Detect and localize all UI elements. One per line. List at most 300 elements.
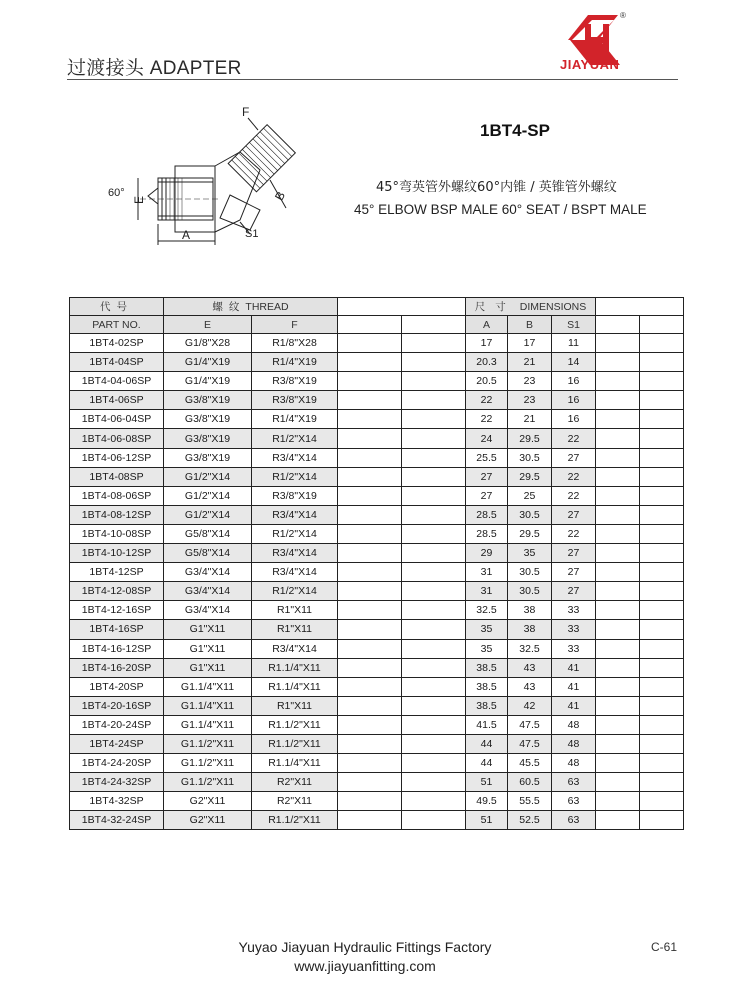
cell-b: 25 bbox=[508, 486, 552, 505]
cell-empty bbox=[596, 544, 640, 563]
cell-a: 51 bbox=[466, 773, 508, 792]
cell-b: 23 bbox=[508, 372, 552, 391]
table-row bbox=[70, 544, 684, 563]
table-row bbox=[70, 372, 684, 391]
header-f: F bbox=[252, 316, 338, 334]
cell-f: R1"X11 bbox=[252, 696, 338, 715]
cell-empty bbox=[338, 486, 402, 505]
cell-e: G1.1/4"X11 bbox=[164, 715, 252, 734]
cell-b: 43 bbox=[508, 658, 552, 677]
header-blank bbox=[338, 298, 466, 316]
cell-f: R3/8"X19 bbox=[252, 391, 338, 410]
cell-empty bbox=[338, 334, 402, 353]
cell-f: R3/4"X14 bbox=[252, 505, 338, 524]
cell-part-no: 1BT4-20-24SP bbox=[70, 715, 164, 734]
cell-empty bbox=[596, 773, 640, 792]
cell-s1: 16 bbox=[552, 410, 596, 429]
cell-empty bbox=[338, 448, 402, 467]
cell-part-no: 1BT4-08-12SP bbox=[70, 505, 164, 524]
cell-empty bbox=[402, 563, 466, 582]
cell-a: 51 bbox=[466, 811, 508, 830]
footer-company: Yuyao Jiayuan Hydraulic Fittings Factory bbox=[238, 939, 492, 955]
header-dimensions bbox=[466, 298, 596, 316]
cell-a: 28.5 bbox=[466, 505, 508, 524]
cell-a: 31 bbox=[466, 563, 508, 582]
cell-b: 29.5 bbox=[508, 429, 552, 448]
cell-f: R1.1/2"X11 bbox=[252, 734, 338, 753]
cell-empty bbox=[338, 696, 402, 715]
cell-empty bbox=[338, 391, 402, 410]
cell-empty bbox=[402, 353, 466, 372]
cell-a: 27 bbox=[466, 467, 508, 486]
table-row bbox=[70, 486, 684, 505]
cell-part-no: 1BT4-20-16SP bbox=[70, 696, 164, 715]
cell-empty bbox=[338, 353, 402, 372]
cell-empty bbox=[640, 658, 684, 677]
cell-s1: 48 bbox=[552, 715, 596, 734]
cell-b: 32.5 bbox=[508, 639, 552, 658]
cell-a: 27 bbox=[466, 486, 508, 505]
cell-f: R1.1/4"X11 bbox=[252, 677, 338, 696]
cell-part-no: 1BT4-16-20SP bbox=[70, 658, 164, 677]
cell-s1: 41 bbox=[552, 658, 596, 677]
cell-s1: 22 bbox=[552, 429, 596, 448]
cell-empty bbox=[640, 448, 684, 467]
cell-empty bbox=[596, 372, 640, 391]
cell-a: 41.5 bbox=[466, 715, 508, 734]
cell-empty bbox=[402, 486, 466, 505]
cell-f: R1/4"X19 bbox=[252, 410, 338, 429]
cell-e: G1/4"X19 bbox=[164, 372, 252, 391]
cell-part-no: 1BT4-16SP bbox=[70, 620, 164, 639]
cell-f: R1/2"X14 bbox=[252, 467, 338, 486]
fitting-drawing bbox=[100, 100, 330, 250]
cell-empty bbox=[402, 620, 466, 639]
cell-empty bbox=[640, 792, 684, 811]
header-empty-2 bbox=[402, 316, 466, 334]
cell-a: 49.5 bbox=[466, 792, 508, 811]
cell-empty bbox=[402, 792, 466, 811]
cell-empty bbox=[402, 467, 466, 486]
cell-empty bbox=[640, 486, 684, 505]
cell-empty bbox=[402, 410, 466, 429]
cell-e: G3/8"X19 bbox=[164, 448, 252, 467]
cell-part-no: 1BT4-32-24SP bbox=[70, 811, 164, 830]
cell-empty bbox=[338, 620, 402, 639]
header-thread-cn: 螺纹 bbox=[212, 301, 246, 313]
cell-b: 21 bbox=[508, 410, 552, 429]
cell-b: 23 bbox=[508, 391, 552, 410]
table-row bbox=[70, 620, 684, 639]
cell-e: G5/8"X14 bbox=[164, 524, 252, 543]
table-row bbox=[70, 429, 684, 448]
table-row bbox=[70, 467, 684, 486]
table-row bbox=[70, 811, 684, 830]
cell-empty bbox=[596, 467, 640, 486]
cell-empty bbox=[338, 467, 402, 486]
cell-s1: 27 bbox=[552, 563, 596, 582]
label-b: B bbox=[271, 189, 289, 203]
header-thread-en: THREAD bbox=[245, 301, 289, 313]
cell-empty bbox=[596, 448, 640, 467]
label-s1: S1 bbox=[245, 228, 259, 240]
cell-f: R3/8"X19 bbox=[252, 486, 338, 505]
cell-empty bbox=[338, 734, 402, 753]
cell-s1: 63 bbox=[552, 773, 596, 792]
cell-empty bbox=[596, 811, 640, 830]
cell-b: 30.5 bbox=[508, 505, 552, 524]
cell-empty bbox=[338, 601, 402, 620]
cell-empty bbox=[640, 505, 684, 524]
cell-empty bbox=[338, 372, 402, 391]
cell-empty bbox=[596, 734, 640, 753]
cell-empty bbox=[596, 334, 640, 353]
cell-s1: 16 bbox=[552, 372, 596, 391]
cell-b: 29.5 bbox=[508, 467, 552, 486]
cell-empty bbox=[338, 544, 402, 563]
header-b: B bbox=[508, 316, 552, 334]
cell-e: G1.1/2"X11 bbox=[164, 754, 252, 773]
cell-b: 55.5 bbox=[508, 792, 552, 811]
cell-empty bbox=[402, 773, 466, 792]
cell-a: 35 bbox=[466, 639, 508, 658]
cell-f: R1/2"X14 bbox=[252, 524, 338, 543]
cell-e: G1.1/2"X11 bbox=[164, 734, 252, 753]
cell-s1: 33 bbox=[552, 601, 596, 620]
cell-s1: 48 bbox=[552, 734, 596, 753]
cell-f: R3/4"X14 bbox=[252, 563, 338, 582]
cell-empty bbox=[640, 715, 684, 734]
cell-s1: 27 bbox=[552, 448, 596, 467]
cell-e: G3/8"X19 bbox=[164, 391, 252, 410]
cell-empty bbox=[402, 811, 466, 830]
cell-e: G3/4"X14 bbox=[164, 601, 252, 620]
cell-b: 29.5 bbox=[508, 524, 552, 543]
cell-empty bbox=[338, 410, 402, 429]
table-row bbox=[70, 582, 684, 601]
label-f: F bbox=[242, 105, 250, 119]
cell-empty bbox=[338, 639, 402, 658]
table-row bbox=[70, 639, 684, 658]
table-row bbox=[70, 448, 684, 467]
header-dim-cn: 尺寸 bbox=[474, 301, 516, 313]
cell-b: 35 bbox=[508, 544, 552, 563]
cell-empty bbox=[596, 677, 640, 696]
table-row bbox=[70, 334, 684, 353]
cell-empty bbox=[640, 639, 684, 658]
cell-part-no: 1BT4-06-08SP bbox=[70, 429, 164, 448]
cell-empty bbox=[596, 429, 640, 448]
cell-e: G1.1/4"X11 bbox=[164, 696, 252, 715]
cell-s1: 48 bbox=[552, 754, 596, 773]
cell-a: 25.5 bbox=[466, 448, 508, 467]
cell-f: R1"X11 bbox=[252, 620, 338, 639]
cell-f: R1.1/4"X11 bbox=[252, 658, 338, 677]
cell-empty bbox=[338, 773, 402, 792]
cell-s1: 33 bbox=[552, 639, 596, 658]
header-empty-1 bbox=[338, 316, 402, 334]
cell-a: 29 bbox=[466, 544, 508, 563]
cell-b: 42 bbox=[508, 696, 552, 715]
cell-part-no: 1BT4-24-20SP bbox=[70, 754, 164, 773]
header-e: E bbox=[164, 316, 252, 334]
cell-empty bbox=[640, 563, 684, 582]
cell-empty bbox=[640, 754, 684, 773]
cell-f: R1.1/2"X11 bbox=[252, 715, 338, 734]
cell-part-no: 1BT4-04SP bbox=[70, 353, 164, 372]
dimensions-table bbox=[69, 297, 684, 830]
cell-empty bbox=[402, 391, 466, 410]
cell-e: G3/4"X14 bbox=[164, 582, 252, 601]
cell-s1: 16 bbox=[552, 391, 596, 410]
description-chinese: 45°弯英管外螺纹60°内锥 / 英锥管外螺纹 bbox=[376, 180, 617, 195]
cell-a: 44 bbox=[466, 734, 508, 753]
cell-empty bbox=[640, 429, 684, 448]
cell-b: 47.5 bbox=[508, 715, 552, 734]
table-row bbox=[70, 677, 684, 696]
header-empty-3 bbox=[596, 316, 640, 334]
cell-b: 43 bbox=[508, 677, 552, 696]
cell-empty bbox=[640, 677, 684, 696]
cell-empty bbox=[596, 563, 640, 582]
cell-b: 30.5 bbox=[508, 448, 552, 467]
cell-e: G1/4"X19 bbox=[164, 353, 252, 372]
cell-b: 45.5 bbox=[508, 754, 552, 773]
table-row bbox=[70, 353, 684, 372]
cell-empty bbox=[402, 639, 466, 658]
cell-a: 38.5 bbox=[466, 677, 508, 696]
cell-a: 35 bbox=[466, 620, 508, 639]
cell-b: 52.5 bbox=[508, 811, 552, 830]
cell-empty bbox=[640, 334, 684, 353]
cell-f: R1/8"X28 bbox=[252, 334, 338, 353]
cell-a: 32.5 bbox=[466, 601, 508, 620]
brand-name: JIAYUAN bbox=[560, 57, 620, 72]
label-e: E bbox=[132, 195, 146, 204]
cell-empty bbox=[596, 524, 640, 543]
cell-empty bbox=[402, 524, 466, 543]
cell-empty bbox=[640, 467, 684, 486]
header-divider bbox=[67, 79, 678, 80]
cell-f: R3/4"X14 bbox=[252, 639, 338, 658]
cell-part-no: 1BT4-16-12SP bbox=[70, 639, 164, 658]
table-header-row-1 bbox=[70, 298, 684, 316]
header-blank-right bbox=[596, 298, 684, 316]
cell-empty bbox=[338, 792, 402, 811]
cell-empty bbox=[640, 582, 684, 601]
cell-part-no: 1BT4-24-32SP bbox=[70, 773, 164, 792]
cell-a: 28.5 bbox=[466, 524, 508, 543]
cell-f: R1.1/4"X11 bbox=[252, 754, 338, 773]
cell-e: G1/2"X14 bbox=[164, 467, 252, 486]
cell-empty bbox=[640, 524, 684, 543]
cell-part-no: 1BT4-08-06SP bbox=[70, 486, 164, 505]
cell-a: 20.5 bbox=[466, 372, 508, 391]
registered-mark: ® bbox=[620, 11, 626, 20]
page-number: C-61 bbox=[651, 940, 678, 954]
cell-a: 22 bbox=[466, 410, 508, 429]
cell-f: R3/4"X14 bbox=[252, 448, 338, 467]
cell-part-no: 1BT4-12-16SP bbox=[70, 601, 164, 620]
header-s1: S1 bbox=[552, 316, 596, 334]
cell-empty bbox=[596, 658, 640, 677]
cell-part-no: 1BT4-08SP bbox=[70, 467, 164, 486]
cell-a: 20.3 bbox=[466, 353, 508, 372]
cell-empty bbox=[640, 391, 684, 410]
cell-empty bbox=[596, 696, 640, 715]
cell-s1: 22 bbox=[552, 467, 596, 486]
table-row bbox=[70, 792, 684, 811]
cell-s1: 63 bbox=[552, 792, 596, 811]
cell-empty bbox=[338, 677, 402, 696]
cell-empty bbox=[596, 620, 640, 639]
cell-e: G3/8"X19 bbox=[164, 410, 252, 429]
description-english: 45° ELBOW BSP MALE 60° SEAT / BSPT MALE bbox=[354, 202, 647, 217]
cell-a: 38.5 bbox=[466, 696, 508, 715]
page-title: 过渡接头 ADAPTER bbox=[67, 58, 242, 79]
cell-empty bbox=[402, 505, 466, 524]
cell-s1: 41 bbox=[552, 677, 596, 696]
cell-empty bbox=[402, 658, 466, 677]
cell-empty bbox=[596, 391, 640, 410]
cell-b: 30.5 bbox=[508, 563, 552, 582]
cell-f: R1/2"X14 bbox=[252, 582, 338, 601]
cell-f: R2"X11 bbox=[252, 773, 338, 792]
cell-part-no: 1BT4-32SP bbox=[70, 792, 164, 811]
cell-a: 31 bbox=[466, 582, 508, 601]
cell-a: 17 bbox=[466, 334, 508, 353]
cell-empty bbox=[402, 715, 466, 734]
cell-empty bbox=[402, 334, 466, 353]
cell-e: G1/8"X28 bbox=[164, 334, 252, 353]
cell-e: G1"X11 bbox=[164, 639, 252, 658]
cell-f: R3/8"X19 bbox=[252, 372, 338, 391]
cell-part-no: 1BT4-02SP bbox=[70, 334, 164, 353]
header-a: A bbox=[466, 316, 508, 334]
table-row bbox=[70, 734, 684, 753]
cell-empty bbox=[338, 658, 402, 677]
table-header-row-2 bbox=[70, 316, 684, 334]
cell-empty bbox=[640, 410, 684, 429]
cell-empty bbox=[338, 582, 402, 601]
cell-empty bbox=[402, 429, 466, 448]
cell-part-no: 1BT4-24SP bbox=[70, 734, 164, 753]
cell-empty bbox=[338, 429, 402, 448]
cell-f: R1.1/2"X11 bbox=[252, 811, 338, 830]
cell-part-no: 1BT4-10-12SP bbox=[70, 544, 164, 563]
table-row bbox=[70, 601, 684, 620]
cell-e: G2"X11 bbox=[164, 792, 252, 811]
cell-e: G1.1/2"X11 bbox=[164, 773, 252, 792]
cell-e: G2"X11 bbox=[164, 811, 252, 830]
cell-part-no: 1BT4-06-12SP bbox=[70, 448, 164, 467]
product-code: 1BT4-SP bbox=[480, 121, 550, 140]
cell-b: 21 bbox=[508, 353, 552, 372]
cell-empty bbox=[596, 792, 640, 811]
cell-empty bbox=[402, 601, 466, 620]
cell-empty bbox=[338, 754, 402, 773]
table-row bbox=[70, 505, 684, 524]
cell-e: G1"X11 bbox=[164, 658, 252, 677]
cell-part-no: 1BT4-12-08SP bbox=[70, 582, 164, 601]
table-row bbox=[70, 754, 684, 773]
header-part-no: PART NO. bbox=[70, 316, 164, 334]
table-row bbox=[70, 715, 684, 734]
cell-f: R2"X11 bbox=[252, 792, 338, 811]
cell-part-no: 1BT4-04-06SP bbox=[70, 372, 164, 391]
cell-b: 30.5 bbox=[508, 582, 552, 601]
cell-part-no: 1BT4-06SP bbox=[70, 391, 164, 410]
cell-empty bbox=[402, 677, 466, 696]
cell-s1: 22 bbox=[552, 486, 596, 505]
cell-empty bbox=[640, 372, 684, 391]
cell-f: R1/4"X19 bbox=[252, 353, 338, 372]
table-row bbox=[70, 524, 684, 543]
cell-f: R1/2"X14 bbox=[252, 429, 338, 448]
cell-e: G3/4"X14 bbox=[164, 563, 252, 582]
cell-s1: 27 bbox=[552, 582, 596, 601]
cell-empty bbox=[402, 448, 466, 467]
cell-b: 60.5 bbox=[508, 773, 552, 792]
cell-f: R1"X11 bbox=[252, 601, 338, 620]
cell-e: G1"X11 bbox=[164, 620, 252, 639]
cell-empty bbox=[640, 696, 684, 715]
cell-empty bbox=[596, 353, 640, 372]
header-empty-4 bbox=[640, 316, 684, 334]
table-row bbox=[70, 773, 684, 792]
header-dim-en: DIMENSIONS bbox=[519, 301, 587, 313]
label-a: A bbox=[182, 228, 191, 242]
cell-empty bbox=[338, 563, 402, 582]
cell-empty bbox=[338, 715, 402, 734]
table-row bbox=[70, 391, 684, 410]
cell-empty bbox=[402, 372, 466, 391]
cell-empty bbox=[402, 544, 466, 563]
cell-empty bbox=[402, 734, 466, 753]
cell-empty bbox=[640, 811, 684, 830]
cell-empty bbox=[596, 582, 640, 601]
cell-empty bbox=[338, 505, 402, 524]
header-thread bbox=[164, 298, 338, 316]
cell-b: 47.5 bbox=[508, 734, 552, 753]
cell-a: 44 bbox=[466, 754, 508, 773]
cell-empty bbox=[402, 696, 466, 715]
cell-empty bbox=[596, 715, 640, 734]
cell-f: R3/4"X14 bbox=[252, 544, 338, 563]
cell-a: 24 bbox=[466, 429, 508, 448]
cell-a: 22 bbox=[466, 391, 508, 410]
cell-part-no: 1BT4-10-08SP bbox=[70, 524, 164, 543]
cell-empty bbox=[402, 754, 466, 773]
cell-s1: 27 bbox=[552, 505, 596, 524]
cell-e: G1/2"X14 bbox=[164, 505, 252, 524]
cell-e: G1.1/4"X11 bbox=[164, 677, 252, 696]
cell-empty bbox=[402, 582, 466, 601]
cell-b: 38 bbox=[508, 601, 552, 620]
table-row bbox=[70, 410, 684, 429]
cell-part-no: 1BT4-20SP bbox=[70, 677, 164, 696]
cell-s1: 27 bbox=[552, 544, 596, 563]
cell-e: G5/8"X14 bbox=[164, 544, 252, 563]
table-row bbox=[70, 563, 684, 582]
cell-s1: 22 bbox=[552, 524, 596, 543]
cell-empty bbox=[596, 505, 640, 524]
footer-url: www.jiayuanfitting.com bbox=[294, 958, 436, 974]
cell-s1: 63 bbox=[552, 811, 596, 830]
cell-empty bbox=[596, 410, 640, 429]
table-row bbox=[70, 696, 684, 715]
cell-part-no: 1BT4-06-04SP bbox=[70, 410, 164, 429]
